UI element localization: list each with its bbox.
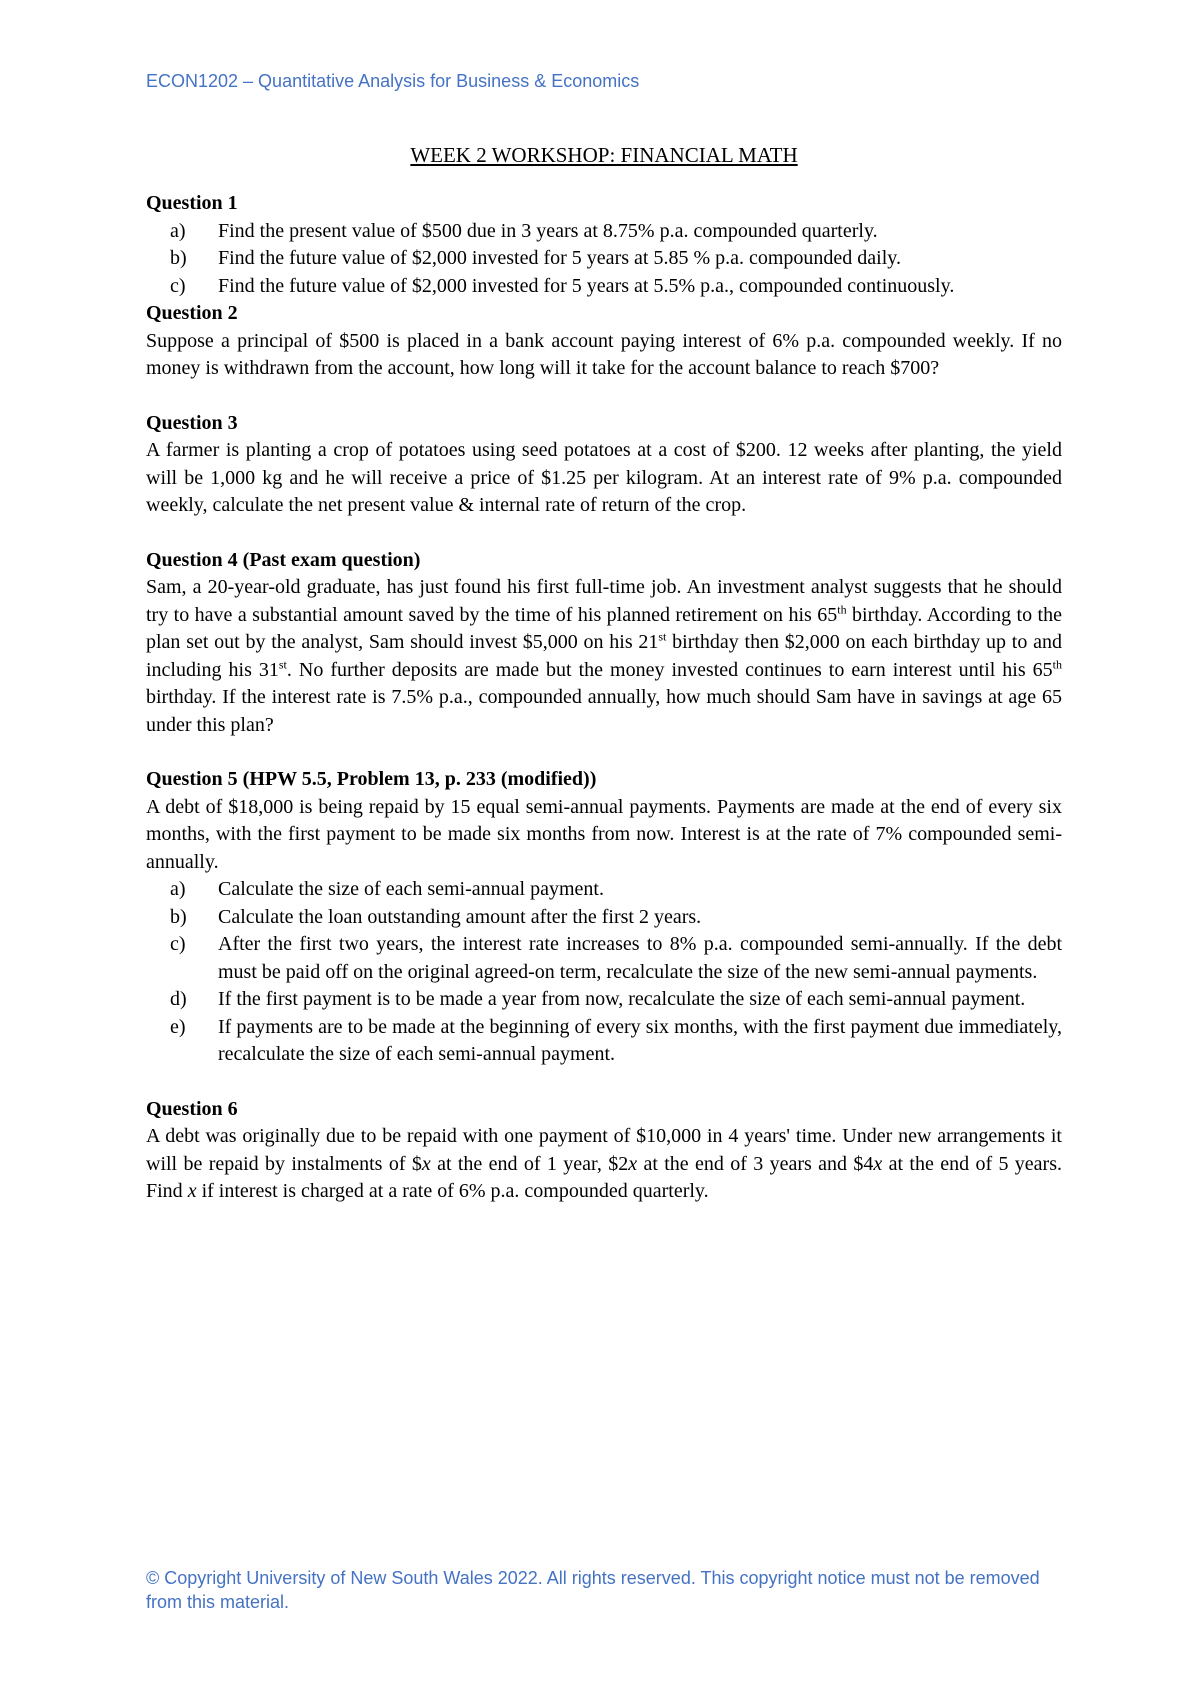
- list-item: [146, 904, 1062, 932]
- ordinal-suffix: th: [1052, 656, 1062, 671]
- question-heading: Question 1: [146, 192, 238, 214]
- part-label: a): [170, 219, 186, 242]
- body-text: at the end of 5 years. Find: [146, 1152, 1063, 1202]
- question-1: [146, 190, 1062, 300]
- part-text: After the first two years, the interest rate increases to 8% p.a. compounded semi-annually. If the debt must be paid off on the original agreed-on term, recalculate the size of the new semi-annual payments.: [218, 933, 1062, 983]
- part-label: e): [170, 1015, 186, 1038]
- part-text: Find the future value of $2,000 invested for 5 years at 5.5% p.a., compounded continuously.: [218, 274, 955, 297]
- question-body: [146, 1123, 1062, 1206]
- list-item: [146, 273, 1062, 301]
- body-text: birthday. If the interest rate is 7.5% p.a., compounded annually, how much should Sam have in savings at age 65 under this plan?: [146, 686, 1062, 736]
- ordinal-suffix: st: [278, 656, 287, 671]
- list-item: [146, 1014, 1062, 1069]
- copyright-notice: © Copyright University of New South Wales 2022. All rights reserved. This copyright notice must not be removed from this material.: [146, 1568, 1040, 1612]
- body-text: . No further deposits are made but the money invested continues to earn interest until his 65: [286, 658, 1053, 681]
- part-label: c): [170, 274, 186, 297]
- question-parts: [146, 876, 1062, 1069]
- part-label: a): [170, 878, 186, 900]
- body-text: at the end of 3 years and $4: [637, 1152, 874, 1175]
- question-heading: Question 3: [146, 411, 238, 434]
- page-title: WEEK 2 WORKSHOP: FINANCIAL MATH: [410, 143, 798, 167]
- part-text: Find the future value of $2,000 invested for 5 years at 5.85 % p.a. compounded daily.: [218, 247, 901, 269]
- list-item: [146, 876, 1062, 904]
- question-2: [146, 300, 1062, 383]
- body-text: birthday then $2,000 on each birthday up to and including his 31: [146, 631, 1062, 681]
- part-label: b): [170, 905, 187, 928]
- question-body: Suppose a principal of $500 is placed in a bank account paying interest of 6% p.a. compounded weekly. If no money is withdrawn from the account, how long will it take for the account balance to reach $700?: [146, 329, 1062, 379]
- part-text: If the first payment is to be made a year from now, recalculate the size of each semi-annual payment.: [218, 988, 1026, 1010]
- list-item: [146, 245, 1062, 273]
- part-text: Calculate the loan outstanding amount after the first 2 years.: [218, 905, 702, 928]
- question-heading: Question 6: [146, 1097, 238, 1120]
- question-6: [146, 1096, 1062, 1206]
- course-header: ECON1202 – Quantitative Analysis for Business & Economics: [146, 71, 640, 91]
- part-label: d): [170, 988, 187, 1010]
- body-text: birthday. According to the plan set out by the analyst, Sam should invest $5,000 on his 21: [146, 603, 1062, 653]
- body-text: if interest is charged at a rate of 6% p.a. compounded quarterly.: [196, 1180, 709, 1202]
- question-body: A farmer is planting a crop of potatoes using seed potatoes at a cost of $200. 12 weeks after planting, the yield will be 1,000 kg and he will receive a price of $1.25 per kilogram. At an interest rate of 9% p.a. compounded weekly, calculate the net present value & internal rate of return of the crop.: [146, 439, 1062, 516]
- part-label: c): [170, 933, 186, 955]
- variable: x: [873, 1152, 883, 1175]
- part-text: Find the present value of $500 due in 3 years at 8.75% p.a. compounded quarterly.: [218, 219, 878, 242]
- question-3: [146, 410, 1062, 520]
- list-item: [146, 218, 1062, 246]
- question-body: [146, 574, 1062, 739]
- ordinal-suffix: th: [837, 601, 847, 616]
- part-text: If payments are to be made at the beginning of every six months, with the first payment due immediately, recalculate the size of each semi-annual payment.: [218, 1015, 1062, 1065]
- question-heading: Question 5 (HPW 5.5, Problem 13, p. 233 (modified)): [146, 768, 597, 790]
- question-body: A debt of $18,000 is being repaid by 15 equal semi-annual payments. Payments are made at the end of every six months, with the first payment to be made six months from now. Interest is at the rate of 7% compounded semi-annually.: [146, 795, 1062, 873]
- question-5: [146, 766, 1062, 1069]
- variable: x: [187, 1180, 197, 1202]
- question-heading: Question 2: [146, 302, 238, 324]
- variable: x: [628, 1152, 638, 1175]
- question-4: [146, 547, 1062, 740]
- body-text: at the end of 1 year, $2: [430, 1152, 629, 1175]
- list-item: [146, 931, 1062, 986]
- variable: x: [421, 1152, 431, 1175]
- list-item: [146, 986, 1062, 1014]
- ordinal-suffix: st: [658, 629, 667, 644]
- part-text: Calculate the size of each semi-annual payment.: [218, 878, 604, 900]
- body-text: A debt was originally due to be repaid with one payment of $10,000 in 4 years' time. Under new arrangements it will be repaid by instalments of $: [146, 1125, 1062, 1175]
- part-label: b): [170, 247, 187, 269]
- question-parts: [146, 218, 1062, 301]
- question-heading: Question 4 (Past exam question): [146, 548, 421, 571]
- body-text: Sam, a 20-year-old graduate, has just found his first full-time job. An investment analyst suggests that he should try to have a substantial amount saved by the time of his planned retirement on his 65: [146, 576, 1062, 626]
- content: [146, 140, 1062, 1206]
